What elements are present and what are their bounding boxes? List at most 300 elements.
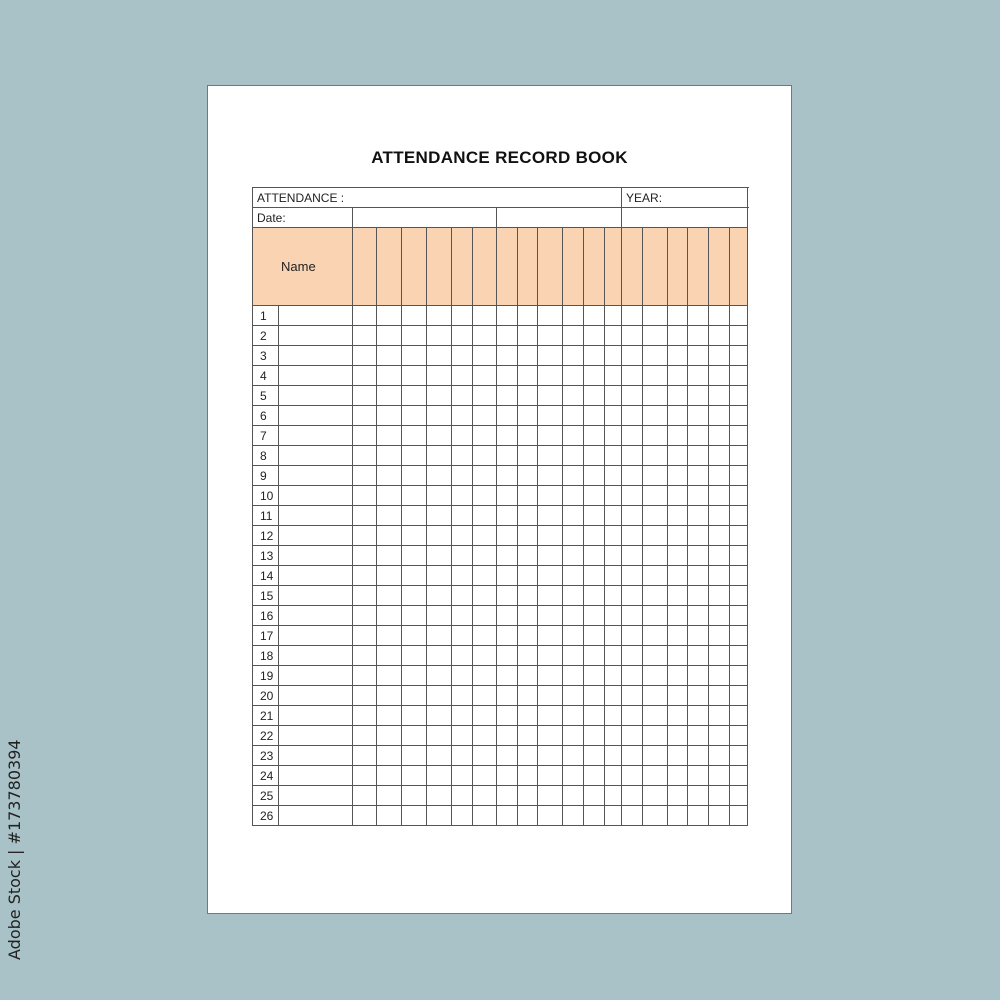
attendance-cell[interactable] — [622, 346, 643, 366]
attendance-cell[interactable] — [730, 786, 748, 806]
attendance-cell[interactable] — [622, 486, 643, 506]
day-header-cell[interactable] — [605, 228, 622, 306]
attendance-cell[interactable] — [688, 566, 709, 586]
attendance-cell[interactable] — [622, 646, 643, 666]
day-header-cell[interactable] — [377, 228, 402, 306]
attendance-cell[interactable] — [518, 706, 538, 726]
attendance-cell[interactable] — [730, 626, 748, 646]
attendance-cell[interactable] — [563, 506, 584, 526]
attendance-cell[interactable] — [353, 546, 377, 566]
attendance-cell[interactable] — [605, 706, 622, 726]
attendance-cell[interactable] — [605, 526, 622, 546]
attendance-cell[interactable] — [353, 706, 377, 726]
attendance-cell[interactable] — [377, 646, 402, 666]
attendance-cell[interactable] — [730, 646, 748, 666]
attendance-cell[interactable] — [643, 626, 668, 646]
attendance-cell[interactable] — [709, 766, 730, 786]
attendance-cell[interactable] — [518, 806, 538, 826]
attendance-cell[interactable] — [668, 426, 688, 446]
attendance-cell[interactable] — [668, 606, 688, 626]
attendance-cell[interactable] — [688, 506, 709, 526]
attendance-cell[interactable] — [563, 446, 584, 466]
attendance-cell[interactable] — [584, 726, 605, 746]
attendance-cell[interactable] — [427, 386, 452, 406]
attendance-cell[interactable] — [584, 666, 605, 686]
attendance-cell[interactable] — [668, 406, 688, 426]
attendance-cell[interactable] — [353, 526, 377, 546]
attendance-cell[interactable] — [402, 766, 427, 786]
attendance-cell[interactable] — [709, 366, 730, 386]
attendance-cell[interactable] — [563, 346, 584, 366]
attendance-cell[interactable] — [473, 706, 497, 726]
attendance-cell[interactable] — [622, 466, 643, 486]
attendance-cell[interactable] — [473, 726, 497, 746]
day-header-cell[interactable] — [497, 228, 518, 306]
attendance-cell[interactable] — [668, 746, 688, 766]
attendance-cell[interactable] — [452, 606, 473, 626]
attendance-cell[interactable] — [688, 766, 709, 786]
attendance-cell[interactable] — [353, 486, 377, 506]
attendance-cell[interactable] — [497, 346, 518, 366]
attendance-cell[interactable] — [473, 406, 497, 426]
attendance-cell[interactable] — [497, 506, 518, 526]
attendance-cell[interactable] — [473, 346, 497, 366]
attendance-cell[interactable] — [730, 586, 748, 606]
date-field-3[interactable] — [622, 208, 748, 228]
attendance-cell[interactable] — [584, 426, 605, 446]
attendance-cell[interactable] — [605, 626, 622, 646]
attendance-cell[interactable] — [668, 346, 688, 366]
attendance-cell[interactable] — [427, 666, 452, 686]
attendance-cell[interactable] — [688, 326, 709, 346]
attendance-cell[interactable] — [452, 706, 473, 726]
attendance-cell[interactable] — [563, 706, 584, 726]
attendance-cell[interactable] — [377, 546, 402, 566]
attendance-cell[interactable] — [643, 726, 668, 746]
attendance-cell[interactable] — [584, 526, 605, 546]
attendance-cell[interactable] — [518, 426, 538, 446]
attendance-cell[interactable] — [622, 326, 643, 346]
attendance-cell[interactable] — [643, 406, 668, 426]
attendance-cell[interactable] — [688, 606, 709, 626]
attendance-cell[interactable] — [584, 706, 605, 726]
attendance-cell[interactable] — [688, 746, 709, 766]
attendance-cell[interactable] — [538, 386, 563, 406]
attendance-cell[interactable] — [730, 566, 748, 586]
attendance-cell[interactable] — [353, 586, 377, 606]
attendance-cell[interactable] — [688, 526, 709, 546]
attendance-cell[interactable] — [452, 646, 473, 666]
attendance-cell[interactable] — [452, 306, 473, 326]
attendance-cell[interactable] — [452, 466, 473, 486]
attendance-cell[interactable] — [605, 806, 622, 826]
attendance-cell[interactable] — [730, 306, 748, 326]
attendance-cell[interactable] — [605, 386, 622, 406]
attendance-cell[interactable] — [668, 506, 688, 526]
attendance-cell[interactable] — [353, 786, 377, 806]
attendance-cell[interactable] — [518, 626, 538, 646]
attendance-cell[interactable] — [643, 506, 668, 526]
attendance-cell[interactable] — [730, 386, 748, 406]
attendance-cell[interactable] — [452, 546, 473, 566]
attendance-cell[interactable] — [563, 806, 584, 826]
attendance-cell[interactable] — [688, 586, 709, 606]
attendance-cell[interactable] — [668, 326, 688, 346]
attendance-cell[interactable] — [538, 586, 563, 606]
attendance-cell[interactable] — [563, 666, 584, 686]
attendance-cell[interactable] — [643, 386, 668, 406]
attendance-cell[interactable] — [668, 526, 688, 546]
attendance-cell[interactable] — [688, 786, 709, 806]
attendance-cell[interactable] — [643, 326, 668, 346]
attendance-cell[interactable] — [353, 406, 377, 426]
student-name-cell[interactable] — [279, 806, 353, 826]
attendance-cell[interactable] — [605, 606, 622, 626]
attendance-cell[interactable] — [643, 426, 668, 446]
attendance-cell[interactable] — [353, 346, 377, 366]
attendance-cell[interactable] — [473, 366, 497, 386]
attendance-cell[interactable] — [353, 446, 377, 466]
attendance-cell[interactable] — [584, 386, 605, 406]
attendance-cell[interactable] — [538, 746, 563, 766]
attendance-cell[interactable] — [563, 306, 584, 326]
attendance-cell[interactable] — [622, 426, 643, 446]
attendance-cell[interactable] — [377, 346, 402, 366]
student-name-cell[interactable] — [279, 666, 353, 686]
attendance-cell[interactable] — [518, 346, 538, 366]
attendance-cell[interactable] — [584, 486, 605, 506]
attendance-cell[interactable] — [538, 466, 563, 486]
attendance-cell[interactable] — [377, 386, 402, 406]
attendance-cell[interactable] — [353, 666, 377, 686]
attendance-cell[interactable] — [473, 666, 497, 686]
attendance-cell[interactable] — [497, 486, 518, 506]
attendance-cell[interactable] — [353, 506, 377, 526]
attendance-cell[interactable] — [709, 666, 730, 686]
attendance-cell[interactable] — [538, 406, 563, 426]
attendance-cell[interactable] — [730, 486, 748, 506]
attendance-cell[interactable] — [402, 366, 427, 386]
attendance-cell[interactable] — [584, 306, 605, 326]
attendance-cell[interactable] — [377, 786, 402, 806]
attendance-cell[interactable] — [605, 346, 622, 366]
attendance-cell[interactable] — [605, 366, 622, 386]
attendance-cell[interactable] — [402, 346, 427, 366]
attendance-cell[interactable] — [497, 306, 518, 326]
student-name-cell[interactable] — [279, 566, 353, 586]
attendance-cell[interactable] — [688, 386, 709, 406]
attendance-cell[interactable] — [605, 506, 622, 526]
attendance-cell[interactable] — [402, 386, 427, 406]
attendance-cell[interactable] — [402, 486, 427, 506]
attendance-cell[interactable] — [497, 326, 518, 346]
attendance-cell[interactable] — [730, 766, 748, 786]
attendance-cell[interactable] — [584, 566, 605, 586]
attendance-cell[interactable] — [709, 686, 730, 706]
date-field-2[interactable] — [497, 208, 622, 228]
attendance-cell[interactable] — [668, 566, 688, 586]
attendance-cell[interactable] — [622, 706, 643, 726]
attendance-cell[interactable] — [584, 586, 605, 606]
attendance-cell[interactable] — [668, 686, 688, 706]
attendance-cell[interactable] — [427, 606, 452, 626]
attendance-cell[interactable] — [518, 466, 538, 486]
attendance-cell[interactable] — [605, 406, 622, 426]
student-name-cell[interactable] — [279, 586, 353, 606]
attendance-cell[interactable] — [473, 806, 497, 826]
day-header-cell[interactable] — [402, 228, 427, 306]
attendance-cell[interactable] — [402, 426, 427, 446]
attendance-cell[interactable] — [452, 626, 473, 646]
attendance-cell[interactable] — [622, 666, 643, 686]
attendance-cell[interactable] — [563, 586, 584, 606]
attendance-cell[interactable] — [377, 466, 402, 486]
attendance-cell[interactable] — [688, 426, 709, 446]
attendance-cell[interactable] — [497, 786, 518, 806]
attendance-cell[interactable] — [377, 746, 402, 766]
attendance-cell[interactable] — [518, 786, 538, 806]
attendance-cell[interactable] — [473, 646, 497, 666]
attendance-cell[interactable] — [402, 786, 427, 806]
attendance-cell[interactable] — [427, 486, 452, 506]
attendance-cell[interactable] — [584, 806, 605, 826]
day-header-cell[interactable] — [730, 228, 748, 306]
attendance-cell[interactable] — [518, 506, 538, 526]
day-header-cell[interactable] — [688, 228, 709, 306]
attendance-cell[interactable] — [497, 686, 518, 706]
attendance-cell[interactable] — [473, 486, 497, 506]
attendance-cell[interactable] — [538, 506, 563, 526]
attendance-cell[interactable] — [452, 686, 473, 706]
attendance-cell[interactable] — [497, 706, 518, 726]
attendance-cell[interactable] — [709, 446, 730, 466]
day-header-cell[interactable] — [622, 228, 643, 306]
day-header-cell[interactable] — [563, 228, 584, 306]
date-field-1[interactable] — [353, 208, 497, 228]
attendance-cell[interactable] — [427, 346, 452, 366]
attendance-cell[interactable] — [622, 746, 643, 766]
attendance-cell[interactable] — [452, 586, 473, 606]
attendance-cell[interactable] — [605, 646, 622, 666]
attendance-cell[interactable] — [584, 606, 605, 626]
attendance-cell[interactable] — [709, 426, 730, 446]
attendance-cell[interactable] — [584, 346, 605, 366]
student-name-cell[interactable] — [279, 386, 353, 406]
attendance-cell[interactable] — [452, 446, 473, 466]
attendance-cell[interactable] — [688, 306, 709, 326]
attendance-cell[interactable] — [730, 526, 748, 546]
attendance-cell[interactable] — [709, 386, 730, 406]
attendance-cell[interactable] — [643, 306, 668, 326]
attendance-cell[interactable] — [377, 706, 402, 726]
attendance-cell[interactable] — [730, 326, 748, 346]
attendance-cell[interactable] — [497, 746, 518, 766]
attendance-cell[interactable] — [518, 526, 538, 546]
attendance-cell[interactable] — [563, 326, 584, 346]
attendance-cell[interactable] — [518, 306, 538, 326]
attendance-cell[interactable] — [538, 786, 563, 806]
attendance-cell[interactable] — [563, 426, 584, 446]
attendance-cell[interactable] — [402, 646, 427, 666]
attendance-cell[interactable] — [730, 706, 748, 726]
attendance-cell[interactable] — [452, 346, 473, 366]
attendance-cell[interactable] — [427, 706, 452, 726]
attendance-cell[interactable] — [730, 726, 748, 746]
attendance-cell[interactable] — [709, 806, 730, 826]
attendance-cell[interactable] — [353, 306, 377, 326]
attendance-cell[interactable] — [563, 726, 584, 746]
attendance-cell[interactable] — [538, 666, 563, 686]
student-name-cell[interactable] — [279, 726, 353, 746]
attendance-cell[interactable] — [518, 726, 538, 746]
attendance-cell[interactable] — [353, 606, 377, 626]
attendance-cell[interactable] — [377, 486, 402, 506]
student-name-cell[interactable] — [279, 446, 353, 466]
day-header-cell[interactable] — [518, 228, 538, 306]
attendance-cell[interactable] — [668, 466, 688, 486]
attendance-cell[interactable] — [402, 806, 427, 826]
attendance-cell[interactable] — [452, 766, 473, 786]
attendance-cell[interactable] — [730, 606, 748, 626]
attendance-cell[interactable] — [497, 726, 518, 746]
attendance-cell[interactable] — [622, 786, 643, 806]
attendance-cell[interactable] — [377, 566, 402, 586]
attendance-cell[interactable] — [563, 386, 584, 406]
attendance-cell[interactable] — [402, 706, 427, 726]
attendance-cell[interactable] — [668, 726, 688, 746]
attendance-cell[interactable] — [353, 386, 377, 406]
attendance-cell[interactable] — [709, 466, 730, 486]
attendance-cell[interactable] — [668, 306, 688, 326]
day-header-cell[interactable] — [643, 228, 668, 306]
attendance-cell[interactable] — [427, 426, 452, 446]
attendance-cell[interactable] — [605, 306, 622, 326]
attendance-cell[interactable] — [622, 446, 643, 466]
attendance-cell[interactable] — [452, 526, 473, 546]
attendance-cell[interactable] — [709, 406, 730, 426]
attendance-cell[interactable] — [563, 626, 584, 646]
attendance-cell[interactable] — [518, 646, 538, 666]
attendance-cell[interactable] — [518, 766, 538, 786]
attendance-cell[interactable] — [622, 546, 643, 566]
attendance-cell[interactable] — [427, 646, 452, 666]
attendance-cell[interactable] — [518, 606, 538, 626]
attendance-cell[interactable] — [584, 686, 605, 706]
attendance-cell[interactable] — [688, 666, 709, 686]
attendance-cell[interactable] — [353, 326, 377, 346]
attendance-cell[interactable] — [668, 486, 688, 506]
attendance-cell[interactable] — [605, 546, 622, 566]
student-name-cell[interactable] — [279, 646, 353, 666]
attendance-cell[interactable] — [688, 546, 709, 566]
attendance-cell[interactable] — [473, 626, 497, 646]
attendance-cell[interactable] — [518, 586, 538, 606]
attendance-cell[interactable] — [353, 646, 377, 666]
attendance-cell[interactable] — [668, 386, 688, 406]
attendance-cell[interactable] — [402, 666, 427, 686]
attendance-cell[interactable] — [709, 706, 730, 726]
attendance-cell[interactable] — [688, 726, 709, 746]
attendance-cell[interactable] — [563, 606, 584, 626]
attendance-cell[interactable] — [473, 786, 497, 806]
attendance-cell[interactable] — [353, 766, 377, 786]
attendance-cell[interactable] — [427, 546, 452, 566]
attendance-cell[interactable] — [473, 506, 497, 526]
attendance-cell[interactable] — [605, 726, 622, 746]
attendance-cell[interactable] — [518, 486, 538, 506]
attendance-cell[interactable] — [452, 486, 473, 506]
attendance-cell[interactable] — [730, 506, 748, 526]
attendance-cell[interactable] — [427, 526, 452, 546]
attendance-cell[interactable] — [473, 326, 497, 346]
attendance-cell[interactable] — [497, 766, 518, 786]
student-name-cell[interactable] — [279, 346, 353, 366]
attendance-cell[interactable] — [668, 586, 688, 606]
attendance-cell[interactable] — [427, 326, 452, 346]
attendance-cell[interactable] — [643, 706, 668, 726]
attendance-cell[interactable] — [643, 566, 668, 586]
year-field[interactable]: YEAR: — [622, 188, 748, 208]
attendance-cell[interactable] — [538, 526, 563, 546]
attendance-cell[interactable] — [688, 446, 709, 466]
attendance-cell[interactable] — [563, 746, 584, 766]
attendance-cell[interactable] — [643, 666, 668, 686]
attendance-cell[interactable] — [622, 406, 643, 426]
student-name-cell[interactable] — [279, 486, 353, 506]
attendance-cell[interactable] — [643, 526, 668, 546]
attendance-cell[interactable] — [605, 566, 622, 586]
attendance-cell[interactable] — [563, 466, 584, 486]
attendance-cell[interactable] — [688, 346, 709, 366]
attendance-cell[interactable] — [709, 306, 730, 326]
attendance-cell[interactable] — [605, 586, 622, 606]
attendance-cell[interactable] — [452, 726, 473, 746]
attendance-cell[interactable] — [497, 466, 518, 486]
attendance-cell[interactable] — [497, 806, 518, 826]
attendance-cell[interactable] — [353, 466, 377, 486]
attendance-cell[interactable] — [402, 606, 427, 626]
attendance-cell[interactable] — [538, 326, 563, 346]
student-name-cell[interactable] — [279, 366, 353, 386]
attendance-cell[interactable] — [688, 686, 709, 706]
attendance-cell[interactable] — [402, 446, 427, 466]
attendance-cell[interactable] — [518, 666, 538, 686]
attendance-cell[interactable] — [473, 686, 497, 706]
attendance-cell[interactable] — [452, 426, 473, 446]
attendance-cell[interactable] — [730, 366, 748, 386]
attendance-cell[interactable] — [563, 486, 584, 506]
attendance-cell[interactable] — [584, 466, 605, 486]
attendance-cell[interactable] — [622, 606, 643, 626]
attendance-cell[interactable] — [730, 446, 748, 466]
attendance-cell[interactable] — [709, 546, 730, 566]
attendance-cell[interactable] — [473, 566, 497, 586]
attendance-cell[interactable] — [643, 786, 668, 806]
attendance-cell[interactable] — [452, 666, 473, 686]
attendance-cell[interactable] — [427, 306, 452, 326]
student-name-cell[interactable] — [279, 506, 353, 526]
attendance-cell[interactable] — [452, 506, 473, 526]
attendance-cell[interactable] — [353, 726, 377, 746]
attendance-cell[interactable] — [668, 366, 688, 386]
attendance-cell[interactable] — [377, 446, 402, 466]
attendance-cell[interactable] — [353, 366, 377, 386]
student-name-cell[interactable] — [279, 546, 353, 566]
attendance-cell[interactable] — [709, 626, 730, 646]
attendance-cell[interactable] — [518, 446, 538, 466]
attendance-cell[interactable] — [473, 426, 497, 446]
attendance-cell[interactable] — [452, 326, 473, 346]
